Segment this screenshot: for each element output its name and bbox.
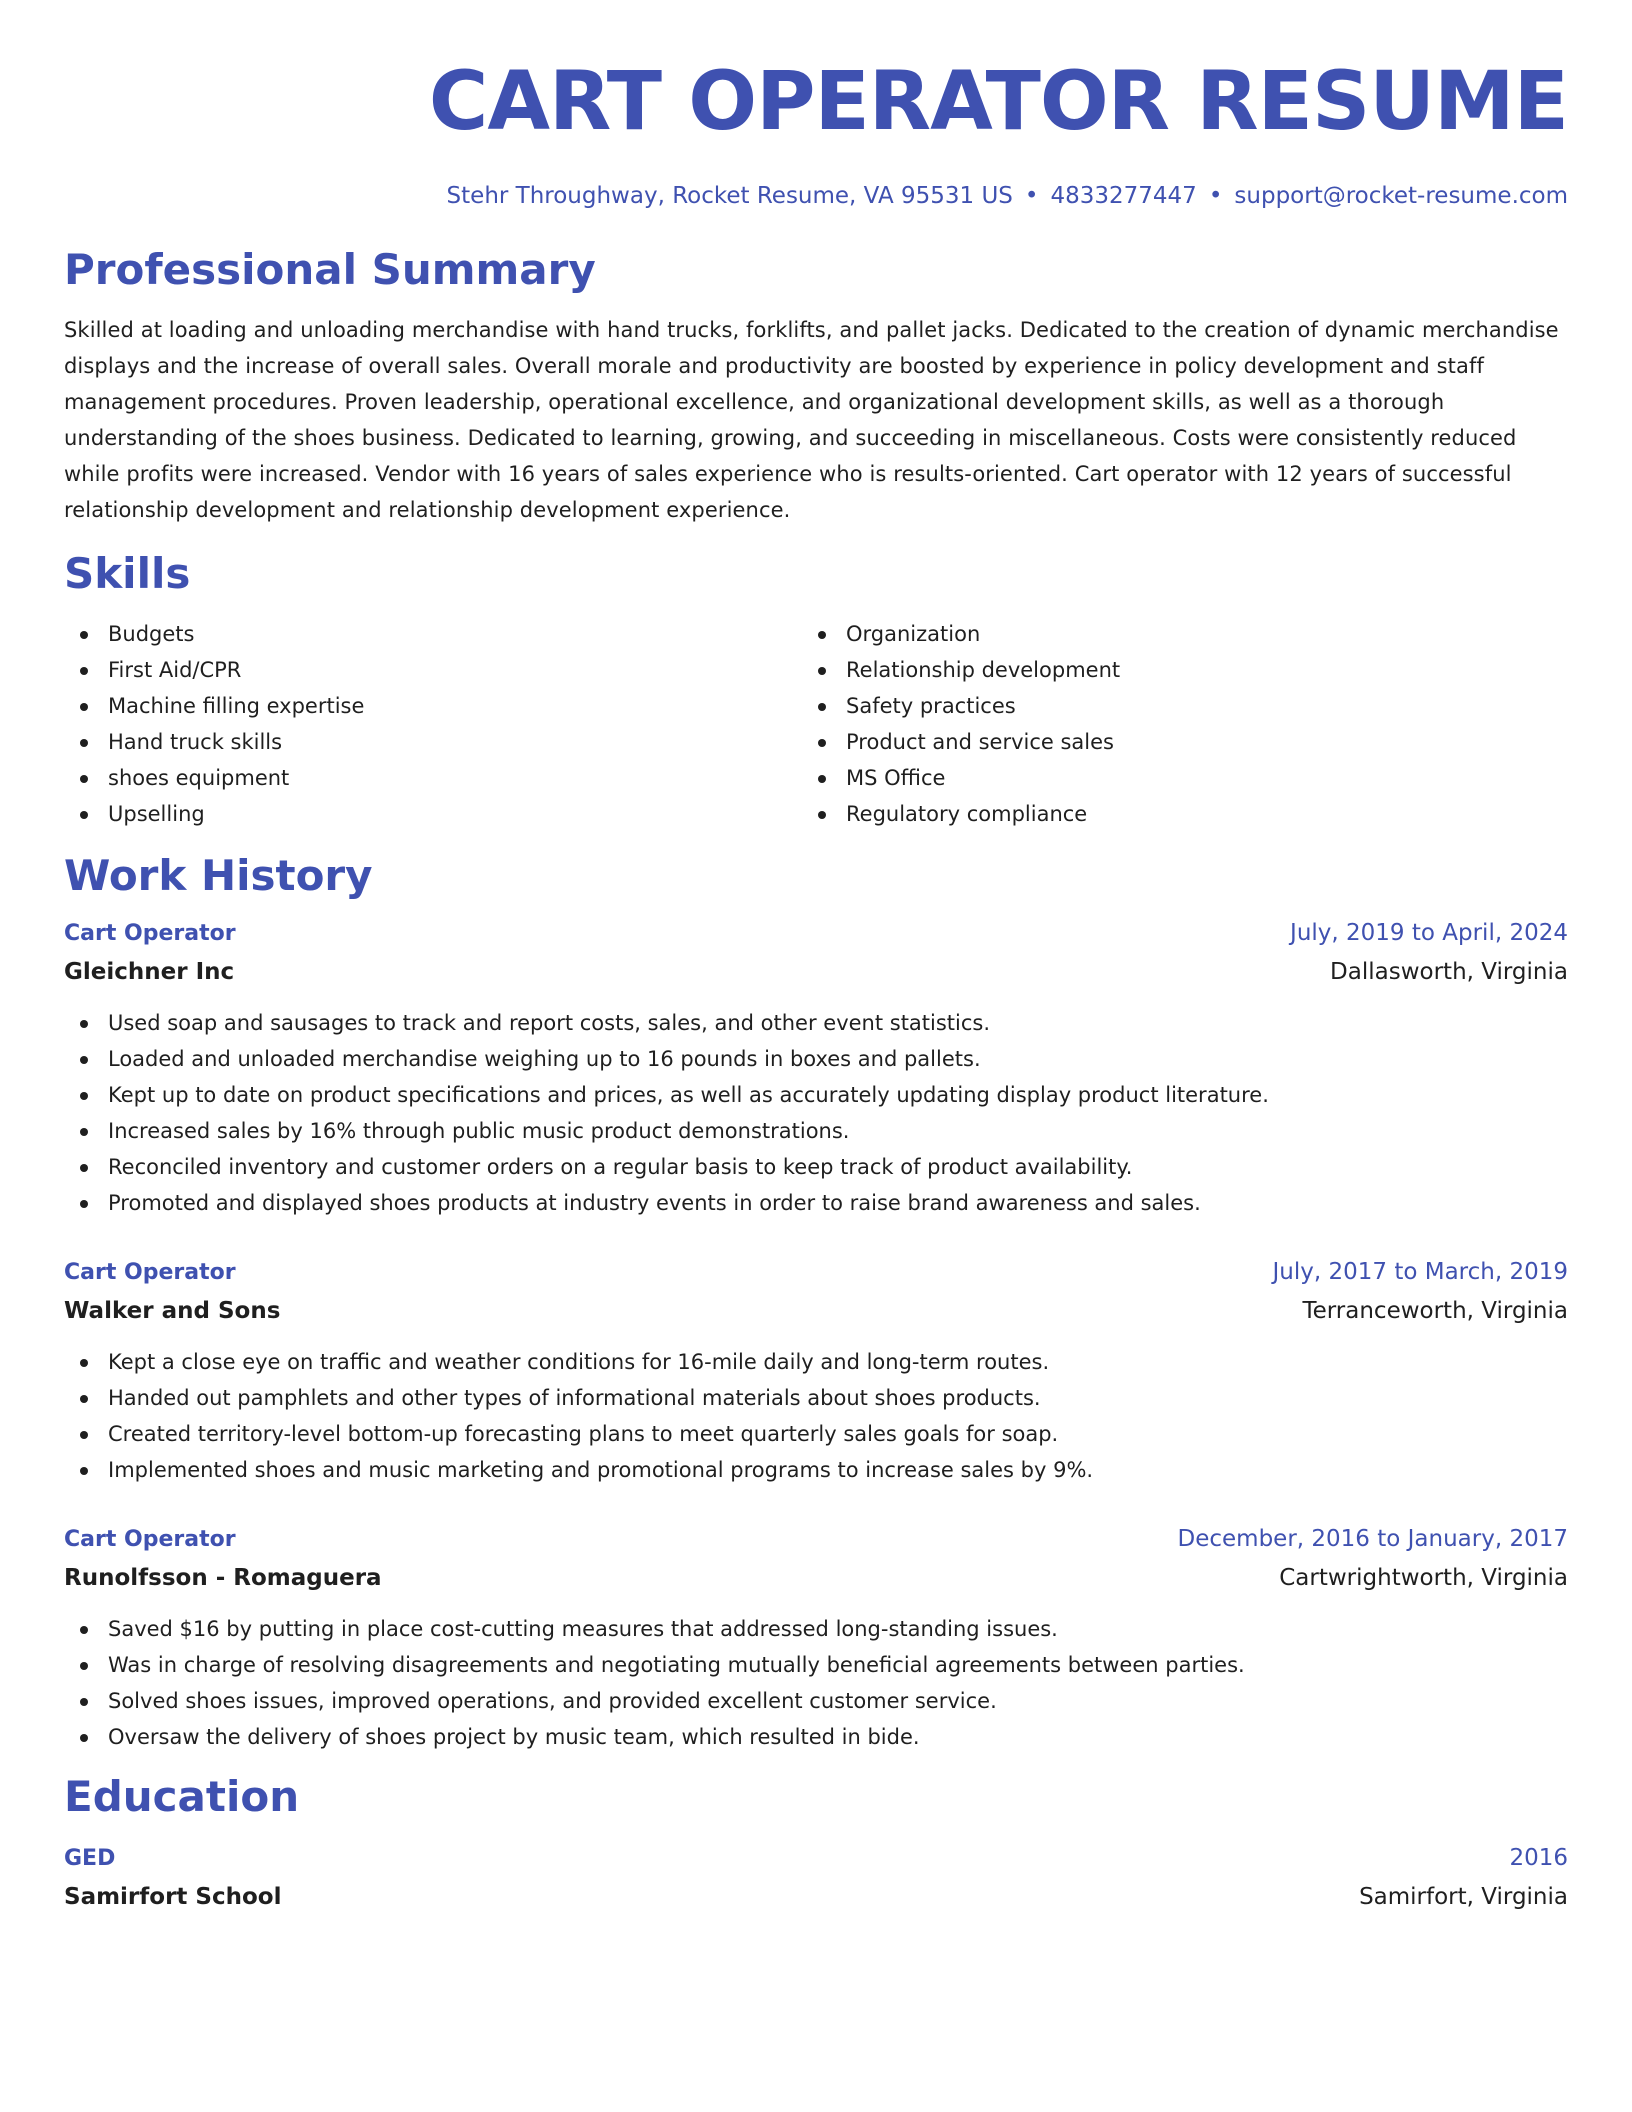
work-history	[64, 914, 1568, 1755]
skill-item: MS Office	[802, 760, 1540, 796]
job-title: Cart Operator	[64, 921, 236, 946]
separator-dot: •	[1208, 183, 1223, 209]
education-school: Samirfort School	[64, 1884, 282, 1910]
job-dates: December, 2016 to January, 2017	[1177, 1526, 1568, 1552]
contact-phone: 4833277447	[1050, 183, 1197, 209]
job-dates: July, 2019 to April, 2024	[1290, 920, 1568, 946]
skill-item: Product and service sales	[802, 724, 1540, 760]
skill-item: Organization	[802, 616, 1540, 652]
section-title-education: Education	[64, 1772, 300, 1821]
job-bullet: Implemented shoes and music marketing and promotional programs to increase sales by 9%.	[64, 1452, 1568, 1488]
job-bullet: Increased sales by 16% through public music product demonstrations.	[64, 1113, 1568, 1149]
skills-list	[64, 616, 1568, 832]
job-bullet: Kept a close eye on traffic and weather conditions for 16-mile daily and long-term routes.	[64, 1344, 1568, 1380]
job-bullets	[64, 1344, 1568, 1488]
skill-item: Hand truck skills	[64, 724, 802, 760]
skill-item: Upselling	[64, 796, 802, 832]
job-bullet: Loaded and unloaded merchandise weighing up to 16 pounds in boxes and pallets.	[64, 1041, 1568, 1077]
job-employer-row	[64, 1292, 1568, 1330]
education-school-row	[64, 1878, 1568, 1916]
job-bullet: Used soap and sausages to track and report costs, sales, and other event statistics.	[64, 1005, 1568, 1041]
job-employer-row	[64, 953, 1568, 991]
job-title: Cart Operator	[64, 1527, 236, 1552]
skill-item: shoes equipment	[64, 760, 802, 796]
job-bullet: Solved shoes issues, improved operations, and provided excellent customer service.	[64, 1683, 1568, 1719]
skill-item: Machine filling expertise	[64, 688, 802, 724]
skill-item: First Aid/CPR	[64, 652, 802, 688]
education-year: 2016	[1509, 1845, 1568, 1871]
skills-column-left	[64, 616, 802, 832]
job-company: Gleichner Inc	[64, 959, 235, 985]
job-dates: July, 2017 to March, 2019	[1272, 1259, 1568, 1285]
job-bullet: Kept up to date on product specifications and prices, as well as accurately updating display product literature.	[64, 1077, 1568, 1113]
job-entry	[64, 1520, 1568, 1755]
summary-text: Skilled at loading and unloading merchandise with hand trucks, forklifts, and pallet jacks. Dedicated to the creation of dynamic merchandise displays and the increase of overall sales. Overall morale and productivity are boosted by experience in policy development and staff management procedures. Proven leadership, operational excellence, and organizational development skills, as well as a thorough understanding of the shoes business. Dedicated to learning, growing, and succeeding in miscellaneous. Costs were consistently reduced while profits were increased. Vendor with 16 years of sales experience who is results-oriented. Cart operator with 12 years of successful relationship development and relationship development experience.	[64, 318, 1559, 522]
education-degree: GED	[64, 1846, 116, 1871]
job-location: Terranceworth, Virginia	[1302, 1298, 1568, 1324]
job-location: Cartwrightworth, Virginia	[1279, 1565, 1568, 1591]
job-company: Runolfsson - Romaguera	[64, 1565, 382, 1591]
job-bullet: Handed out pamphlets and other types of informational materials about shoes products.	[64, 1380, 1568, 1416]
job-header	[64, 914, 1568, 953]
education-location: Samirfort, Virginia	[1359, 1884, 1568, 1910]
job-bullets	[64, 1005, 1568, 1221]
education-header	[64, 1839, 1568, 1878]
job-bullet: Was in charge of resolving disagreements and negotiating mutually beneficial agreements between parties.	[64, 1647, 1568, 1683]
job-bullet: Reconciled inventory and customer orders on a regular basis to keep track of product availability.	[64, 1149, 1568, 1185]
resume-title: CART OPERATOR RESUME	[428, 55, 1568, 149]
contact-line	[64, 180, 1568, 212]
job-bullet: Created territory-level bottom-up forecasting plans to meet quarterly sales goals for soap.	[64, 1416, 1568, 1452]
skill-item: Budgets	[64, 616, 802, 652]
section-title-skills: Skills	[64, 549, 191, 598]
contact-email: support@rocket-resume.com	[1234, 183, 1568, 209]
job-bullet: Oversaw the delivery of shoes project by music team, which resulted in bide.	[64, 1719, 1568, 1755]
skill-item: Regulatory compliance	[802, 796, 1540, 832]
job-employer-row	[64, 1559, 1568, 1597]
job-header	[64, 1253, 1568, 1292]
skill-item: Relationship development	[802, 652, 1540, 688]
education-entry	[64, 1839, 1568, 1916]
job-header	[64, 1520, 1568, 1559]
job-company: Walker and Sons	[64, 1298, 281, 1324]
separator-dot: •	[1024, 183, 1039, 209]
section-title-summary: Professional Summary	[64, 245, 596, 294]
skills-column-right	[802, 616, 1540, 832]
job-bullets	[64, 1611, 1568, 1755]
job-entry	[64, 914, 1568, 1221]
skill-item: Safety practices	[802, 688, 1540, 724]
contact-address: Stehr Throughway, Rocket Resume, VA 95531 US	[446, 183, 1013, 209]
job-location: Dallasworth, Virginia	[1330, 959, 1568, 985]
section-title-work-history: Work History	[64, 851, 373, 900]
job-bullet: Promoted and displayed shoes products at industry events in order to raise brand awareness and sales.	[64, 1185, 1568, 1221]
job-title: Cart Operator	[64, 1260, 236, 1285]
job-bullet: Saved $16 by putting in place cost-cutting measures that addressed long-standing issues.	[64, 1611, 1568, 1647]
job-entry	[64, 1253, 1568, 1488]
